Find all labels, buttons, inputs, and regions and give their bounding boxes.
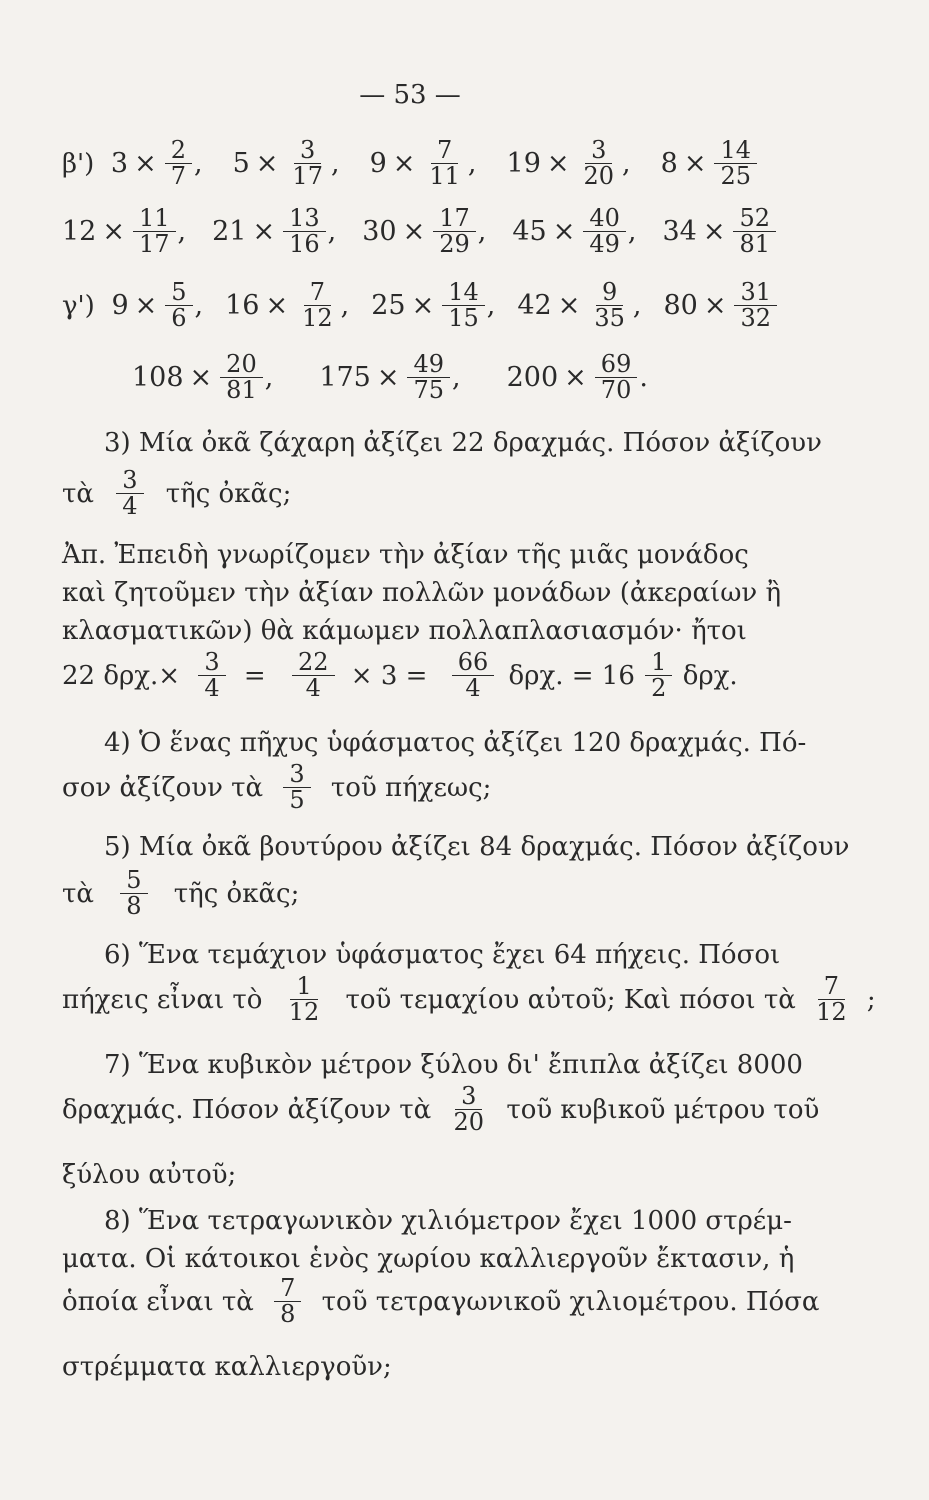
problem-8-line-1: 8) Ἕνα τετραγωνικὸν χιλιόμετρον ἔχει 1000 στρέμ- [104,1206,792,1236]
fraction [734,280,777,331]
page-number: — 53 — [359,80,461,110]
fraction: $\frac{7}{12}$ [816,972,847,1027]
denominator: 49 [589,230,620,259]
punctuation: , [264,362,274,394]
times-sign: × [102,216,125,248]
whole-number: 21 [212,216,247,248]
denominator: 6 [171,304,187,333]
fraction [733,206,776,257]
multiplication-exercise [62,206,186,257]
numerator: 2 [165,138,192,164]
times-sign: × [134,290,158,322]
punctuation: , [327,216,337,248]
whole-number: 9 [111,290,129,322]
multiplication-exercise [212,206,336,257]
whole-number: 5 [232,148,250,180]
problem-3-line-2: τὰ $\frac{3}{4}$ τῆς ὀκᾶς; [62,466,292,521]
denominator: 16 [289,230,320,259]
multiplication-exercise [371,280,495,331]
fraction [578,138,621,189]
fraction [583,206,626,257]
denominator: 29 [439,230,470,259]
numerator: 3 [294,138,321,164]
fraction: $\frac{3}{4}$ [116,468,143,519]
problem-4-line-1: 4) Ὁ ἕνας πῆχυς ὑφάσματος ἀξίζει 120 δραχμάς. Πό- [104,728,807,758]
fraction [286,138,329,189]
fraction [220,352,263,403]
denominator: 32 [740,304,772,333]
times-sign: × [252,216,276,248]
problem-8-line-4: στρέμματα καλλιεργοῦν; [62,1352,392,1382]
answer-line-3: κλασματικῶν) θὰ κάμωμεν πολλαπλασιασμόν· ἤτοι [62,616,747,646]
fraction [165,138,192,189]
multiplication-exercise [319,352,460,403]
numerator: 31 [734,280,777,306]
fraction [283,206,326,257]
numerator: 13 [283,206,326,232]
fraction [595,352,638,403]
problem-8-line-2: ματα. Οἱ κάτοικοι ἑνὸς χωρίου καλλιεργοῦν ἔκτασιν, ἡ [62,1244,795,1274]
multiplication-exercise [517,280,641,331]
fraction: $\frac{3}{5}$ [283,762,310,813]
fraction [442,280,485,331]
whole-number: 175 [319,362,371,394]
denominator: 81 [226,376,257,405]
whole-number: 3 [110,148,129,180]
answer-line-2: καὶ ζητοῦμεν τὴν ἀξίαν πολλῶν μονάδων (ἀκεραίων ἢ [62,578,782,608]
punctuation: , [627,216,637,248]
fraction: $\frac{66}{4}$ [452,650,495,701]
fraction: $\frac{1}{12}$ [288,972,320,1027]
punctuation: , [194,290,204,322]
punctuation: , [340,290,350,322]
numerator: 9 [596,280,623,306]
section-label-b: β') [62,148,95,179]
multiplication-exercise [663,206,779,257]
denominator: 25 [720,162,751,191]
times-sign: × [265,290,289,322]
times-sign: × [402,216,426,248]
punctuation: , [452,362,461,394]
punctuation: . [639,362,648,394]
numerator: 40 [583,206,626,232]
multiplication-exercise [370,138,477,189]
numerator: 69 [595,352,638,378]
fraction [296,280,339,331]
multiplication-exercise [664,280,780,331]
exercise-row-b2 [62,206,778,257]
fraction [133,206,176,257]
exercise-row-b1 [62,138,759,189]
multiplication-exercise [507,138,631,189]
whole-number: 200 [506,362,559,394]
exercise-row-c2 [132,352,648,403]
numerator: 17 [433,206,476,232]
whole-number: 8 [660,148,678,180]
denominator: 15 [448,304,479,333]
numerator: 14 [714,138,757,164]
multiplication-exercise [132,352,273,403]
fraction: $\frac{3}{4}$ [198,650,225,701]
fraction [165,280,192,331]
answer-line-1: Ἀπ. Ἐπειδὴ γνωρίζομεν τὴν ἀξίαν τῆς μιᾶς μονάδος [62,540,749,570]
times-sign: × [189,362,213,394]
punctuation: , [330,148,340,180]
problem-4-line-2: σον ἀξίζουν τὰ $\frac{3}{5}$ τοῦ πήχεως; [62,760,492,815]
whole-number: 42 [517,290,552,322]
whole-number: 45 [512,216,547,248]
problem-7-line-3: ξύλου αὐτοῦ; [62,1160,237,1190]
problem-3-line-1: 3) Μία ὀκᾶ ζάχαρη ἀξίζει 22 δραχμάς. Πόσον ἀξίζουν [104,428,822,458]
problem-5-line-2: τὰ $\frac{5}{8}$ τῆς ὀκᾶς; [62,866,300,921]
fraction [407,352,450,403]
times-sign: × [376,362,400,394]
multiplication-exercise [362,206,486,257]
whole-number: 108 [132,362,184,394]
denominator: 35 [594,304,625,333]
problem-5-line-1: 5) Μία ὀκᾶ βουτύρου ἀξίζει 84 δραχμάς. Πόσον ἀξίζουν [104,832,850,862]
section-label-c: γ') [62,290,95,321]
punctuation: , [467,148,477,180]
times-sign: × [703,290,727,322]
problem-7-line-1: 7) Ἕνα κυβικὸν μέτρον ξύλου δι' ἔπιπλα ἀξίζει 8000 [104,1050,803,1080]
whole-number: 16 [225,290,260,322]
fraction [433,206,476,257]
punctuation: , [622,148,631,180]
multiplication-exercise [507,352,648,403]
punctuation: , [177,216,187,248]
times-sign: × [702,216,726,248]
times-sign: × [255,148,279,180]
multiplication-exercise [225,280,349,331]
numerator: 3 [585,138,612,164]
exercise-row-c1 [62,280,779,331]
times-sign: × [683,148,707,180]
denominator: 7 [170,162,187,191]
times-sign: × [411,290,435,322]
punctuation: , [486,290,496,322]
numerator: 7 [304,280,331,306]
problem-8-line-3: ὁποία εἶναι τὰ $\frac{7}{8}$ τοῦ τετραγωνικοῦ χιλιομέτρου. Πόσα [62,1274,820,1329]
whole-number: 12 [62,216,97,248]
denominator: 81 [739,230,771,259]
fraction: $\frac{1}{2}$ [645,650,672,701]
problem-7-line-2: δραχμάς. Πόσον ἀξίζουν τὰ $\frac{3}{20}$ τοῦ κυβικοῦ μέτρου τοῦ [62,1082,820,1137]
fraction: $\frac{3}{20}$ [453,1082,485,1137]
numerator: 49 [407,352,450,378]
punctuation: , [477,216,487,248]
numerator: 11 [133,206,176,232]
problem-6-line-2: πήχεις εἶναι τὸ $\frac{1}{12}$ τοῦ τεμαχίου αὐτοῦ; Καὶ πόσοι τὰ $\frac{7}{12}$ ; [62,972,876,1027]
fraction: $\frac{7}{8}$ [274,1276,301,1327]
whole-number: 80 [663,290,698,322]
times-sign: × [546,148,570,180]
numerator: 20 [220,352,263,378]
punctuation: , [632,290,642,322]
denominator: 75 [413,376,445,405]
numerator: 14 [442,280,485,306]
fraction [423,138,466,189]
multiplication-exercise [512,206,636,257]
fraction [588,280,631,331]
whole-number: 25 [371,290,406,322]
multiplication-exercise [111,280,203,331]
times-sign: × [564,362,587,394]
fraction: $\frac{22}{4}$ [292,650,335,701]
punctuation: , [194,148,203,180]
answer-equation: 22 δρχ.× $\frac{3}{4}$ = $\frac{22}{4}$ × 3 = $\frac{66}{4}$ δρχ. = 16 $\frac{1}{2}$ δρχ. [62,648,738,703]
multiplication-exercise [111,138,203,189]
numerator: 52 [733,206,776,232]
whole-number: 19 [506,148,541,180]
times-sign: × [392,148,416,180]
multiplication-exercise [233,138,340,189]
numerator: 7 [431,138,458,164]
fraction [714,138,757,189]
denominator: 20 [583,162,615,191]
problem-6-line-1: 6) Ἕνα τεμάχιον ὑφάσματος ἔχει 64 πήχεις. Πόσοι [104,940,781,970]
whole-number: 34 [662,216,697,248]
numerator: 5 [165,280,192,306]
denominator: 11 [429,162,460,191]
times-sign: × [552,216,576,248]
denominator: 70 [600,376,632,405]
whole-number: 9 [369,148,387,180]
denominator: 17 [292,162,323,191]
whole-number: 30 [362,216,397,248]
multiplication-exercise [661,138,759,189]
denominator: 17 [138,230,170,259]
denominator: 12 [302,304,333,333]
times-sign: × [134,148,157,180]
fraction: $\frac{5}{8}$ [120,868,147,919]
times-sign: × [557,290,581,322]
